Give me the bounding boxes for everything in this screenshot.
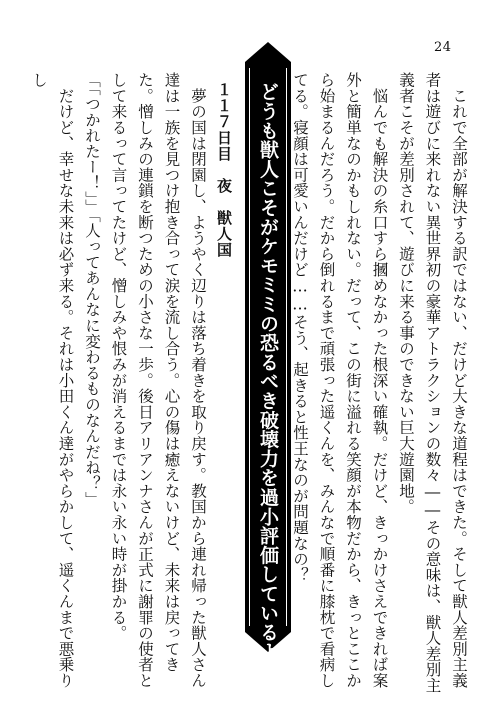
body-text-left	[28, 72, 211, 702]
section-heading: １１７日目 夜 獣人国	[215, 82, 233, 258]
paragraph: だけど、幸せな未来は必ず来る。それは小田くん達がやらかして、遥くんまで悪乗りし	[30, 72, 75, 689]
paragraph: 悩んでも解決の糸口すら摑めなかった根深い確執。だけど、きっかけさえできれば案外と簡単なのかもしれない。だって、この街に溢れる笑顔が本物だから、きっとここから始まるんだろう。だから倒れるまで頑張った遥くんを、みんなで順番に膝枕で看病してる。寝顔は可愛いんだけど……そう、起きると性王なのが問題なの？	[291, 72, 389, 689]
body-text-right	[291, 72, 472, 702]
page-number: 24	[434, 40, 452, 55]
chapter-title-banner	[240, 42, 296, 719]
paragraph: これで全部が解決する訳ではない、だけど大きな道程はできた。そして獣人差別主義者は遊びに来れない異世界初の豪華アトラクションの数々――その意味は、獣人差別主義者こそが差別されて、遊びに来る事のできない巨大遊園地。	[397, 72, 468, 694]
paragraph: 夢の国は閉園し、ようやく辺りは落ち着きを取り戻す。教国から連れ帰った獣人さん達は一族を見つけ抱き合って涙を流し合う。心の傷は癒えないけど、未来は戻ってきた。憎しみの連鎖を断つための小さな一歩。後日アリアンナさんが正式に謝罪の使者として来るって言ってたけど、憎しみや恨みが消えるまでは永い永い時が掛かる。	[109, 72, 207, 689]
chapter-title: どうも獣人こそがケモミミの恐るべき破壊力を過小評価しているようだ？	[257, 82, 279, 719]
paragraph: 「「つかれたー！」」「人ってあんなに変わるものなんだね？」	[83, 72, 101, 507]
banner-top-point	[245, 42, 291, 62]
